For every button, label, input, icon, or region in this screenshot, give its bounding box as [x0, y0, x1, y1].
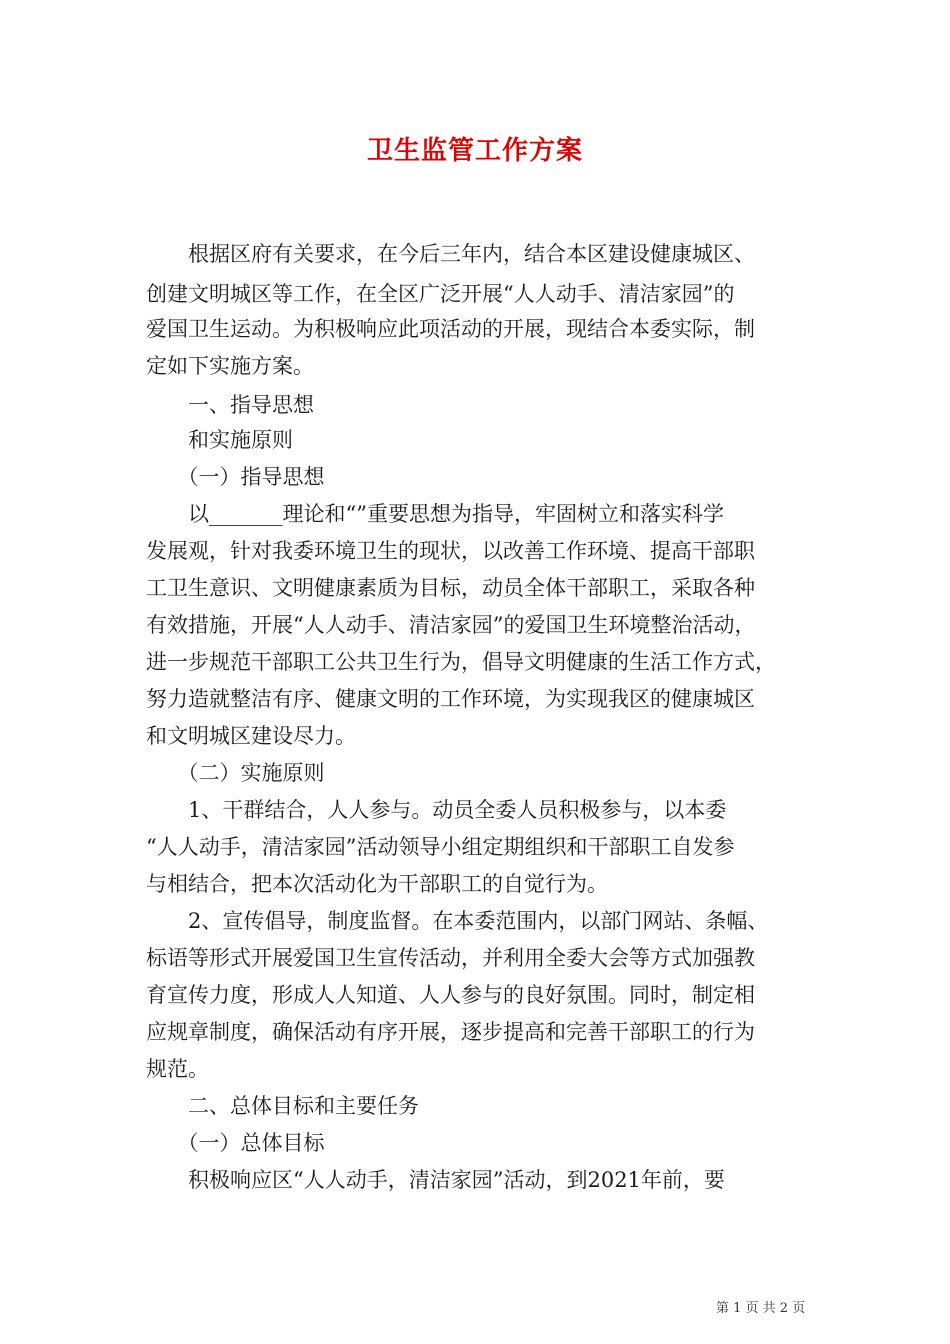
subsection-heading: （一）总体目标 [146, 1131, 325, 1155]
body-line: 爱国卫生运动。为积极响应此项活动的开展，现结合本委实际，制 [146, 317, 755, 341]
body-line: 根据区府有关要求，在今后三年内，结合本区建设健康城区、 [146, 242, 755, 266]
body-line: 努力造就整洁有序、健康文明的工作环境，为实现我区的健康城区 [146, 687, 755, 711]
section-heading: 和实施原则 [146, 428, 293, 452]
body-line: 规范。 [146, 1057, 209, 1081]
body-line: 育宣传力度，形成人人知道、人人参与的良好氛围。同时，制定相 [146, 983, 755, 1007]
body-line: 创建文明城区等工作，在全区广泛开展“人人动手、清洁家园”的 [146, 282, 735, 306]
body-line: 发展观，针对我委环境卫生的现状，以改善工作环境、提高干部职 [146, 539, 755, 563]
body-line: 积极响应区“人人动手，清洁家园”活动，到2021年前，要 [146, 1168, 725, 1192]
body-line: 定如下实施方案。 [146, 354, 314, 378]
body-line: 和文明城区建设尽力。 [146, 724, 356, 748]
subsection-heading: （二）实施原则 [146, 761, 325, 785]
document-title: 卫生监管工作方案 [366, 136, 583, 166]
body-line: 与相结合，把本次活动化为干部职工的自觉行为。 [146, 872, 608, 896]
body-line: 应规章制度，确保活动有序开展，逐步提高和完善干部职工的行为 [146, 1020, 755, 1044]
body-line: 1、干群结合，人人参与。动员全委人员积极参与，以本委 [146, 798, 727, 822]
body-line: 工卫生意识、文明健康素质为目标，动员全体干部职工，采取各种 [146, 576, 755, 600]
body-line: 标语等形式开展爱国卫生宣传活动，并利用全委大会等方式加强教 [146, 946, 755, 970]
body-line: 以_______理论和“”重要思想为指导，牢固树立和落实科学 [146, 502, 724, 526]
section-heading: 一、指导思想 [146, 393, 314, 417]
body-line: 2、宣传倡导，制度监督。在本委范围内，以部门网站、条幅、 [146, 909, 769, 933]
body-line: 进一步规范干部职工公共卫生行为，倡导文明健康的生活工作方式， [146, 650, 776, 674]
page-number: 第 1 页 共 2 页 [716, 1301, 806, 1316]
subsection-heading: （一）指导思想 [146, 465, 325, 489]
body-line: 有效措施，开展“人人动手、清洁家园”的爱国卫生环境整治活动， [146, 613, 756, 637]
section-heading: 二、总体目标和主要任务 [146, 1094, 419, 1118]
body-line: “人人动手，清洁家园”活动领导小组定期组织和干部职工自发参 [146, 835, 735, 859]
